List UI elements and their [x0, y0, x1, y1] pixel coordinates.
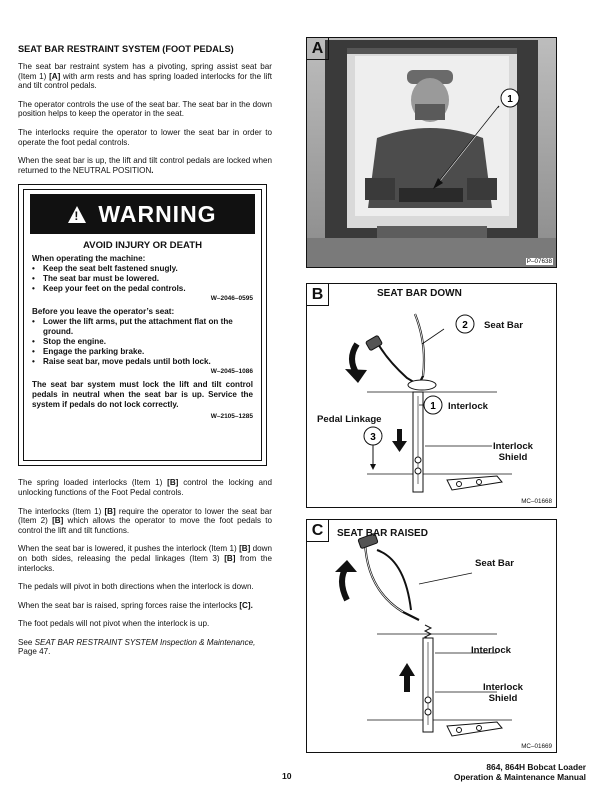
seat-bar-down-diagram — [307, 284, 556, 507]
label-pedal-linkage: Pedal Linkage — [317, 414, 382, 425]
left-column — [18, 44, 272, 666]
list-item: • Lower the lift arms, put the attachment flat on the ground. — [32, 317, 253, 337]
figure-b-title: SEAT BAR DOWN — [377, 288, 462, 299]
warning-code-3: W–2105–1285 — [210, 413, 253, 421]
footer-manual: Operation & Maintenance Manual — [453, 772, 586, 782]
figure-a — [306, 37, 557, 268]
figure-a-label: A — [307, 38, 329, 60]
page-number: 10 — [282, 771, 292, 781]
label-interlock-c: Interlock — [471, 645, 511, 656]
warning-triangle-icon: ! — [68, 206, 86, 223]
list-item: • Stop the engine. — [32, 337, 253, 347]
para-spring-loaded: The spring loaded interlocks (Item 1) [B] control the locking and unlocking functions of the Foot Pedal controls. — [18, 478, 272, 497]
callout-3: 3 — [370, 432, 376, 443]
warning-heading: AVOID INJURY OR DEATH — [82, 240, 203, 252]
label-interlock-b: Interlock — [448, 401, 488, 412]
warning-code-2: W–2045–1086 — [210, 367, 253, 375]
para-interlocks-item1: The interlocks (Item 1) [B] require the operator to lower the seat bar (Item 2) [B] which allows the operator to move the foot pedals to control the lift and tilt functions. — [18, 506, 272, 535]
warning-code-1: W–2046–0595 — [210, 295, 253, 303]
list-item: • The seat bar must be lowered. — [32, 274, 253, 284]
figure-b — [306, 283, 557, 508]
warning-banner — [30, 194, 255, 234]
figure-b-code: MC–01668 — [521, 498, 552, 505]
warning-operating-list — [24, 264, 261, 294]
list-item: • Raise seat bar, move pedals until both lock. — [32, 357, 253, 367]
warning-box — [18, 184, 267, 466]
operator-seat-photo — [307, 38, 556, 267]
callout-1: 1 — [507, 94, 513, 105]
label-seat-bar-c: Seat Bar — [475, 558, 514, 569]
seat-bar-raised-diagram — [307, 520, 556, 752]
label-seat-bar-b: Seat Bar — [484, 320, 523, 331]
list-item: • Keep the seat belt fastened snugly. — [32, 264, 253, 274]
figure-b-label: B — [307, 284, 329, 306]
figure-a-code: P–07638 — [526, 258, 552, 265]
warning-system-text: The seat bar system must lock the lift and tilt control pedals in neutral when the seat bar is up. Service the system if pedals do not lock correctly. — [32, 379, 253, 409]
callout-1b: 1 — [430, 401, 436, 412]
figure-c-label: C — [307, 520, 329, 542]
warning-before-leave: Before you leave the operator’s seat: — [32, 307, 175, 317]
para-pedals-not-pivot: The foot pedals will not pivot when the interlock is up. — [18, 619, 210, 629]
para-interlocks-require: The interlocks require the operator to lower the seat bar in order to operate the foot pedal controls. — [18, 127, 272, 147]
list-item: • Engage the parking brake. — [32, 347, 253, 357]
callout-2: 2 — [462, 320, 468, 331]
para-pedals-pivot: The pedals will pivot in both directions when the interlock is down. — [18, 582, 254, 592]
para-see-reference: See SEAT BAR RESTRAINT SYSTEM Inspection & Maintenance, Page 47. — [18, 637, 256, 657]
footer-model: 864, 864H Bobcat Loader — [486, 762, 586, 772]
footer-title — [454, 762, 586, 782]
para-operator-controls: The operator controls the use of the seat bar. The seat bar in the down position helps to keep the operator in the seat. — [18, 99, 272, 119]
warning-when-operating: When operating the machine: — [32, 254, 146, 264]
para-seat-bar-lowered: When the seat bar is lowered, it pushes the interlock (Item 1) [B] down on both sides, releasing the pedal linkages (Item 3) [B] from the interlocks. — [18, 544, 272, 573]
label-interlock-shield-b: Interlock Shield — [493, 441, 533, 463]
figure-c — [306, 519, 557, 753]
para-intro: The seat bar restraint system has a pivoting, spring assist seat bar (Item 1) [A] with arm rests and has spring loaded interlocks for the lift and tilt control pedals. — [18, 62, 272, 91]
figure-c-title: SEAT BAR RAISED — [337, 528, 428, 539]
para-seat-bar-up: When the seat bar is up, the lift and tilt control pedals are locked when returned to the NEUTRAL POSITION. — [18, 156, 272, 175]
label-interlock-shield-c: Interlock Shield — [483, 682, 523, 704]
para-seat-bar-raised: When the seat bar is raised, spring forces raise the interlocks [C]. — [18, 600, 253, 610]
warning-leave-list — [24, 317, 261, 367]
warning-title: WARNING — [98, 200, 217, 227]
figure-c-code: MC–01669 — [521, 743, 552, 750]
list-item: • Keep your feet on the pedal controls. — [32, 284, 253, 294]
section-title: SEAT BAR RESTRAINT SYSTEM (FOOT PEDALS) — [18, 44, 234, 54]
